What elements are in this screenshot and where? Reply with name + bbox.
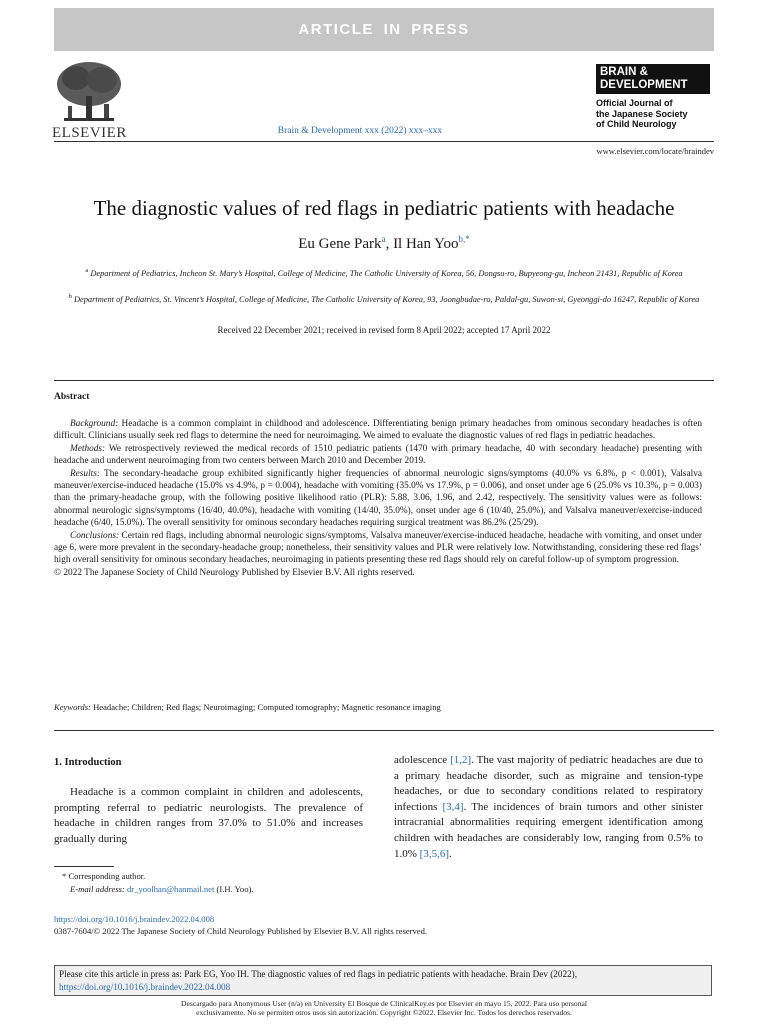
author-1-affiliation-marker[interactable]: a	[381, 234, 386, 244]
abstract-conclusions	[54, 530, 702, 567]
journal-citation-link[interactable]: Brain & Development xxx (2022) xxx–xxx	[277, 126, 443, 136]
article-title: The diagnostic values of red flags in pediatric patients with headache	[93, 196, 675, 220]
affiliation-b-marker: b	[68, 293, 72, 300]
abstract-results	[54, 468, 702, 530]
footnote-email-line	[54, 883, 254, 896]
header-divider	[54, 141, 714, 142]
doi-block	[54, 913, 427, 937]
journal-logo-subtitle	[596, 98, 710, 130]
journal-logo-box	[596, 64, 710, 94]
journal-url[interactable]: www.elsevier.com/locate/braindev	[596, 146, 714, 156]
doi-link[interactable]: https://doi.org/10.1016/j.braindev.2022.04.008	[54, 914, 215, 924]
intro-left-column	[54, 785, 363, 847]
abstract-background-label: Background:	[70, 419, 119, 429]
article-in-press-banner: ARTICLE IN PRESS	[54, 8, 714, 51]
citation-notice-box	[54, 965, 712, 996]
journal-logo-line1: BRAIN &	[600, 66, 648, 78]
author-2: Il Han Yoo	[393, 236, 459, 252]
abstract-bottom-divider	[54, 730, 714, 731]
intro-right-column	[394, 753, 703, 862]
footnote-email-suffix: (I.H. Yoo).	[216, 884, 254, 894]
download-notice-line1: Descargado para Anonymous User (n/a) en University El Bosque de ClinicalKey.es por Elsevier en mayo 15, 2022. Para uso personal	[181, 999, 587, 1008]
abstract-background-text: Headache is a common complaint in childhood and adolescence. Differentiating benign primary headaches from ominous secondary headaches is often difficult. Clinicians usually seek red flags to determine the need for neuroimaging. We aimed to evaluate the diagnostic values of red flags in pediatric headaches.	[54, 419, 703, 442]
citation-doi-link[interactable]: https://doi.org/10.1016/j.braindev.2022.04.008	[59, 981, 231, 992]
abstract-heading: Abstract	[54, 392, 90, 402]
abstract-methods-text: We retrospectively reviewed the medical records of 1510 pediatric patients (1470 with primary headache, 40 with secondary headache) presenting with headache and underwent neuroimaging from two centers between March 2010 and December 2019.	[54, 443, 702, 467]
author-email-link[interactable]: dr_yoolhan@hanmail.net	[126, 884, 215, 894]
intro-right-text-3: . The incidences of brain tumors and other sinister intracranial abnormalities requiring emergent identification among children with headaches are considerably low, ranging from 0.5% to 1.0%	[394, 800, 703, 860]
abstract-body	[54, 418, 702, 579]
journal-logo-sub1: Official Journal of	[596, 98, 673, 108]
abstract-conclusions-text: Certain red flags, including abnormal neurologic signs/symptoms, Valsalva maneuver/exercise-induced headache, headache with vomiting, and onset under age 6, were more prevalent in the secondary-headache group; nonetheless, their sensitivity values and PLR were relatively low. Notwithstanding, considering these red flags’ high overall sensitivity for ominous secondary headaches, neuroimaging in patients presenting these red flags should rely on careful follow-up of symptom progression.	[54, 530, 702, 566]
intro-left-paragraph: Headache is a common complaint in children and adolescents, prompting referral to pediatric neurologists. The prevalence of headache in children ranges from 37.0% to 51.0% and increases gradually during	[54, 786, 363, 845]
abstract-methods-label: Methods:	[70, 443, 106, 454]
abstract-background	[54, 418, 702, 443]
footnote	[54, 870, 254, 896]
reference-link-1-2[interactable]: [1,2]	[450, 754, 472, 766]
intro-right-text-4: .	[449, 847, 452, 860]
footnote-corresponding: * Corresponding author.	[62, 871, 146, 881]
affiliation-a	[64, 265, 704, 280]
abstract-conclusions-label: Conclusions:	[70, 530, 120, 541]
intro-right-text-1: adolescence	[394, 754, 451, 766]
elsevier-tree-logo	[54, 60, 124, 126]
issn-copyright-line: 0387-7604/© 2022 The Japanese Society of Child Neurology Published by Elsevier B.V. All rights reserved.	[54, 926, 428, 936]
affiliation-a-marker: a	[85, 267, 89, 274]
received-dates: Received 22 December 2021; received in revised form 8 April 2022; accepted 17 April 2022	[217, 325, 551, 335]
journal-logo-line2: DEVELOPMENT	[600, 79, 688, 91]
author-list	[54, 234, 714, 253]
keywords-text: Headache; Children; Red flags; Neuroimaging; Computed tomography; Magnetic resonance imaging	[93, 702, 441, 712]
affiliation-b	[64, 291, 704, 306]
footnote-email-label: E-mail address:	[70, 884, 125, 894]
publisher-name: ELSEVIER	[52, 125, 127, 141]
abstract-top-divider	[54, 380, 714, 381]
author-1: Eu Gene Park	[298, 236, 382, 252]
author-separator: ,	[385, 236, 394, 252]
abstract-results-label: Results:	[70, 468, 100, 479]
section-heading-introduction: 1. Introduction	[54, 757, 122, 768]
affiliation-a-text: Department of Pediatrics, Incheon St. Mary’s Hospital, College of Medicine, The Catholic University of Korea, 56, Dongsu-ro, Bupyeong-gu, Incheon 21431, Republic of Korea	[90, 268, 683, 278]
footnote-divider	[54, 866, 114, 867]
reference-link-3-4[interactable]: [3,4]	[442, 800, 464, 813]
download-notice-line2: exclusivamente. No se permiten otros usos sin autorización. Copyright ©2022. Elsevier Inc. Todos los derechos reservados.	[196, 1008, 572, 1017]
intro-right-paragraph	[394, 753, 703, 862]
download-notice	[54, 999, 714, 1017]
reference-link-3-5-6[interactable]: [3,5,6]	[419, 847, 449, 860]
keywords	[54, 702, 714, 712]
affiliation-b-text: Department of Pediatrics, St. Vincent’s Hospital, College of Medicine, The Catholic University of Korea, 93, Joongbudae-ro, Paldal-gu, Suwon-si, Gyeonggi-do 16247, Republic of Korea	[73, 294, 700, 304]
abstract-copyright: © 2022 The Japanese Society of Child Neurology Published by Elsevier B.V. All rights reserved.	[54, 567, 415, 578]
journal-logo-sub2: the Japanese Society	[596, 108, 688, 119]
abstract-results-text: The secondary-headache group exhibited significantly higher frequencies of abnormal neurologic signs/symptoms (40.0% vs 6.8%, p < 0.001), Valsalva maneuver/exercise-induced headache (15.0% vs 4.9%, p = 0.004), headache with vomiting (35.0% vs 17.9%, p = 0.006), and onset under age 6 (25.0% vs 10.3%, p = 0.003) than the primary-headache group, with the following positive likelihood ratio (PLR): 5.88, 3.06, 1.96, and 2.42, respectively. The sensitivity values were as follows: abnormal neurologic signs/symptoms (16/40, 40.0%), headache with vomiting (14/40, 35.0%), onset under age 6 (10/40, 25.0%), and Valsalva maneuver/exercise-induced headache (6/40, 15.0%). The overall sensitivity for ominous secondary headaches requiring surgical treatment was 86.2% (25/29).	[54, 468, 703, 529]
intro-right-text-2: . The vast majority of pediatric headaches are due to a primary headache disorder, such as migraine and tension-type headaches, or due to secondary conditions related to respiratory infections	[394, 754, 703, 813]
journal-logo	[596, 64, 710, 130]
citation-notice-text: Please cite this article in press as: Park EG, Yoo IH. The diagnostic values of red flags in pediatric patients with headache. Brain Dev (2022),	[59, 969, 578, 979]
abstract-methods	[54, 443, 702, 468]
keywords-label: Keywords:	[54, 702, 91, 712]
journal-logo-sub3: of Child Neurology	[596, 119, 677, 129]
author-2-affiliation-marker[interactable]: b,*	[458, 234, 470, 244]
